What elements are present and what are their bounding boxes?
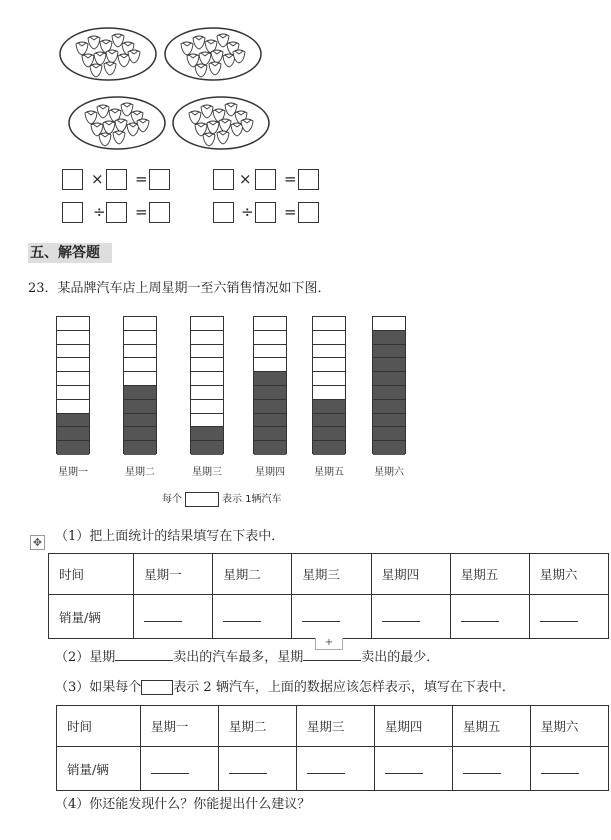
answer-box[interactable] <box>106 202 127 223</box>
bar-label-3: 星期三 <box>192 467 222 478</box>
answer-box[interactable] <box>255 202 276 223</box>
answer-box[interactable] <box>62 169 83 190</box>
sales-table-2 <box>56 705 609 791</box>
chart-legend <box>162 490 282 507</box>
strawberry-icon <box>189 111 201 124</box>
table2-header-sat: 星期六 <box>530 706 608 747</box>
strawberry-icon <box>90 64 102 77</box>
bar-2 <box>123 316 157 454</box>
table2-header-tue: 星期二 <box>218 706 296 747</box>
part-2-c: 卖出的最少． <box>361 650 440 665</box>
strawberry-icon <box>76 42 88 55</box>
question-23-text: 23．某品牌汽车店上周星期一至六销售情况如下图． <box>28 281 331 296</box>
strawberry-icon <box>181 42 193 55</box>
strawberry-icon <box>103 121 115 134</box>
section-title: 五、解答题 <box>28 243 112 263</box>
strawberry-icon <box>127 123 139 136</box>
strawberry-plate-2 <box>163 25 263 83</box>
table2-cell[interactable] <box>218 747 296 791</box>
strawberry-icon <box>104 62 116 75</box>
strawberry-icon <box>85 111 97 124</box>
part-3-b: 表示 2 辆汽车，上面的数据应该怎样表示，填写在下表中． <box>173 680 515 695</box>
strawberry-icon <box>241 119 253 132</box>
times-sign: × <box>239 170 252 188</box>
answer-box[interactable] <box>106 169 127 190</box>
strawberry-icon <box>128 50 140 63</box>
blank-most[interactable] <box>115 647 173 661</box>
strawberry-icon <box>118 54 130 67</box>
bar-label-5: 星期五 <box>314 467 344 478</box>
table2-row-label: 销量/辆 <box>57 747 141 791</box>
answer-box[interactable] <box>298 202 319 223</box>
table2-header-fri: 星期五 <box>452 706 530 747</box>
strawberry-icon <box>88 36 100 49</box>
table1-cell[interactable] <box>529 595 608 639</box>
bar-6 <box>372 316 406 454</box>
table2-cell[interactable] <box>530 747 608 791</box>
strawberry-icon <box>211 50 223 63</box>
strawberry-plate-3 <box>67 94 167 152</box>
legend-prefix: 每个 <box>162 494 182 505</box>
strawberry-icon <box>203 133 215 146</box>
table1-cell[interactable] <box>134 595 213 639</box>
bar-label-1: 星期一 <box>58 467 88 478</box>
table1-header-thu: 星期四 <box>371 554 450 595</box>
answer-box[interactable] <box>255 169 276 190</box>
strawberry-icon <box>223 54 235 67</box>
table1-row-label: 销量/辆 <box>49 595 134 639</box>
part-2-a: （2）星期 <box>55 650 116 665</box>
table1-header-fri: 星期五 <box>450 554 529 595</box>
strawberry-icon <box>199 52 211 65</box>
part-3-a: （3）如果每个 <box>55 680 142 695</box>
equals-sign: = <box>135 170 148 188</box>
table2-cell[interactable] <box>452 747 530 791</box>
bar-1 <box>56 316 90 454</box>
table2-cell[interactable] <box>140 747 218 791</box>
table1-cell[interactable] <box>213 595 292 639</box>
strawberry-icon <box>233 50 245 63</box>
table1-header-wed: 星期三 <box>292 554 371 595</box>
strawberry-plate-1 <box>58 25 158 83</box>
strawberry-plate-4 <box>171 94 271 152</box>
answer-box[interactable] <box>149 202 170 223</box>
strawberry-icon <box>137 119 149 132</box>
bar-4 <box>253 316 287 454</box>
table1-cell[interactable] <box>292 595 371 639</box>
answer-box[interactable] <box>298 169 319 190</box>
equals-sign: = <box>284 170 297 188</box>
answer-box[interactable] <box>62 202 83 223</box>
table1-header-sat: 星期六 <box>529 554 608 595</box>
table2-cell[interactable] <box>374 747 452 791</box>
table1-header-mon: 星期一 <box>134 554 213 595</box>
bar-5 <box>312 316 346 454</box>
part-4-text: （4）你还能发现什么？你能提出什么建议？ <box>55 797 311 812</box>
strawberry-icon <box>94 52 106 65</box>
table2-cell[interactable] <box>296 747 374 791</box>
table2-header-wed: 星期三 <box>296 706 374 747</box>
blank-least[interactable] <box>303 647 361 661</box>
strawberry-icon <box>97 105 109 118</box>
bar-label-6: 星期六 <box>374 467 404 478</box>
table2-header-thu: 星期四 <box>374 706 452 747</box>
bar-label-2: 星期二 <box>125 467 155 478</box>
part-2-b: 卖出的汽车最多，星期 <box>173 650 304 665</box>
strawberry-icon <box>115 119 127 132</box>
part-1-text: （1）把上面统计的结果填写在下表中． <box>55 529 285 544</box>
table1-header-tue: 星期二 <box>213 554 292 595</box>
equals-sign: = <box>135 203 148 221</box>
bar-label-4: 星期四 <box>255 467 285 478</box>
strawberry-icon <box>207 121 219 134</box>
part-2-text <box>55 647 439 667</box>
answer-box[interactable] <box>213 169 234 190</box>
table2-header-time: 时间 <box>57 706 141 747</box>
strawberry-icon <box>113 131 125 144</box>
table1-header-time: 时间 <box>49 554 134 595</box>
strawberry-icon <box>219 119 231 132</box>
strawberry-icon <box>193 36 205 49</box>
table1-cell[interactable] <box>371 595 450 639</box>
answer-box[interactable] <box>213 202 234 223</box>
move-icon[interactable]: ✥ <box>30 535 45 550</box>
times-sign: × <box>91 170 104 188</box>
legend-box-inline <box>141 680 173 695</box>
strawberry-icon <box>209 62 221 75</box>
legend-box <box>185 492 219 507</box>
table2-header-mon: 星期一 <box>140 706 218 747</box>
sales-table-1 <box>48 553 609 639</box>
divide-sign: ÷ <box>93 203 106 221</box>
part-3-text <box>55 679 515 697</box>
strawberry-icon <box>99 133 111 146</box>
strawberry-icon <box>201 105 213 118</box>
bar-3 <box>190 316 224 454</box>
equals-sign: = <box>284 203 297 221</box>
strawberry-icon <box>231 123 243 136</box>
strawberry-icon <box>106 50 118 63</box>
plus-icon[interactable]: + <box>315 638 343 650</box>
divide-sign: ÷ <box>241 203 254 221</box>
answer-box[interactable] <box>149 169 170 190</box>
legend-suffix: 表示 1辆汽车 <box>222 494 282 505</box>
strawberry-icon <box>217 131 229 144</box>
strawberry-icon <box>195 64 207 77</box>
table1-cell[interactable] <box>450 595 529 639</box>
